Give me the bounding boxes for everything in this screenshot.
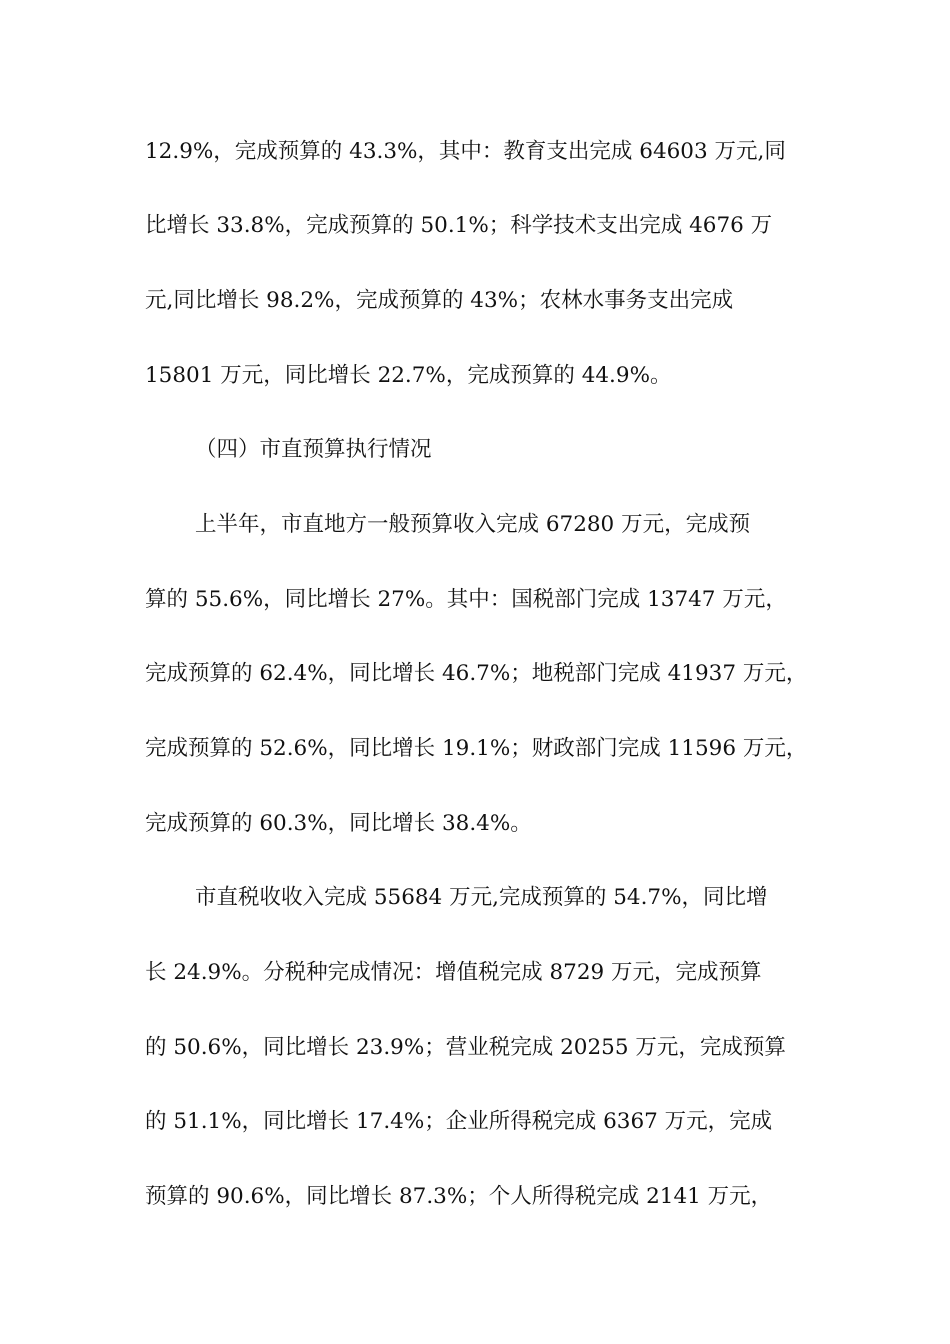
text-line: 元,同比增长 98.2%，完成预算的 43%；农林水事务支出完成 [145, 288, 734, 313]
text-line: 的 50.6%，同比增长 23.9%；营业税完成 20255 万元，完成预算 [145, 1035, 786, 1060]
text-line: 12.9%，完成预算的 43.3%，其中：教育支出完成 64603 万元,同 [145, 139, 786, 164]
text-line: 市直税收收入完成 55684 万元,完成预算的 54.7%，同比增 [195, 885, 768, 910]
text-line: 比增长 33.8%，完成预算的 50.1%；科学技术支出完成 4676 万 [145, 213, 773, 238]
text-line: 15801 万元，同比增长 22.7%，完成预算的 44.9%。 [145, 363, 672, 388]
text-line: 长 24.9%。分税种完成情况：增值税完成 8729 万元，完成预算 [145, 960, 762, 985]
text-line: 预算的 90.6%，同比增长 87.3%；个人所得税完成 2141 万元， [145, 1184, 773, 1209]
text-line: 完成预算的 62.4%，同比增长 46.7%；地税部门完成 41937 万元， [145, 661, 808, 686]
text-line: 完成预算的 52.6%，同比增长 19.1%；财政部门完成 11596 万元， [145, 736, 808, 761]
text-line: 完成预算的 60.3%，同比增长 38.4%。 [145, 811, 532, 836]
section-heading: （四）市直预算执行情况 [195, 437, 432, 462]
text-line: 上半年，市直地方一般预算收入完成 67280 万元，完成预 [195, 512, 751, 537]
text-line: 算的 55.6%，同比增长 27%。其中：国税部门完成 13747 万元， [145, 587, 787, 612]
text-line: 的 51.1%，同比增长 17.4%；企业所得税完成 6367 万元，完成 [145, 1109, 773, 1134]
